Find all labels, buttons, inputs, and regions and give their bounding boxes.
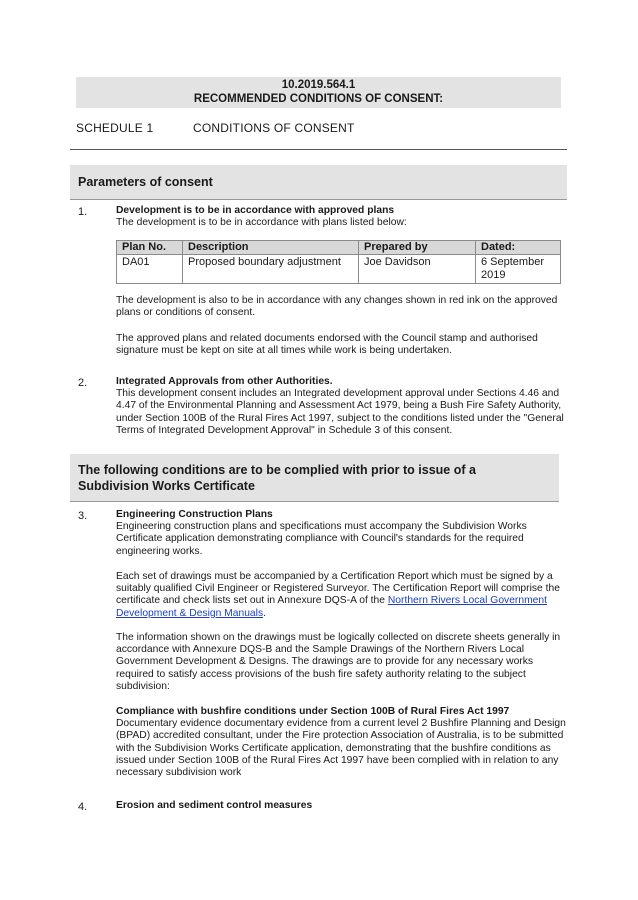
condition-2 <box>116 376 566 437</box>
design-manuals-link[interactable]: Northern Rivers Local Government Development & Design Manuals <box>116 595 547 619</box>
condition-3-paragraph <box>116 632 566 693</box>
condition-number: 4. <box>78 801 88 813</box>
condition-1 <box>116 205 566 229</box>
condition-4 <box>116 800 566 812</box>
paragraph: The approved plans and related documents endorsed with the Council stamp and authorised signature must be kept on site at all times while work is being undertaken. <box>116 333 538 357</box>
condition-3-paragraph <box>116 571 566 620</box>
condition-number: 3. <box>78 510 88 522</box>
schedule-label: SCHEDULE 1 <box>76 121 154 135</box>
condition-number: 2. <box>78 377 88 389</box>
section-title-line: Subdivision Works Certificate <box>78 479 255 493</box>
section-heading-subdivision <box>70 454 559 502</box>
paragraph: Documentary evidence documentary evidence from a current level 2 Bushfire Planning and Design (BPAD) accredited consultant, under the Fire protection Association of Australia, is to be submitted with the Subdivision Works Certificate application, demonstrating that the bushfire conditions as issued under Section 100B of the Rural Fires Act 1997 have been complied with in relation to any necessary subdivision work <box>116 718 566 779</box>
column-header: Description <box>183 241 359 255</box>
sub-heading: Compliance with bushfire conditions under Section 100B of Rural Fires Act 1997 <box>116 706 510 717</box>
table-cell: Joe Davidson <box>359 255 476 284</box>
column-header: Prepared by <box>359 241 476 255</box>
condition-intro: The development is to be in accordance with plans listed below: <box>116 217 407 229</box>
condition-3-bushfire <box>116 706 566 779</box>
section-title: Parameters of consent <box>78 175 213 189</box>
approved-plans-table <box>116 240 561 284</box>
schedule-heading <box>76 121 355 135</box>
paragraph <box>116 571 566 620</box>
column-header: Dated: <box>476 241 561 255</box>
application-reference: 10.2019.564.1 <box>281 79 356 91</box>
column-header: Plan No. <box>117 241 183 255</box>
paragraph: This development consent includes an Integrated development approval under Sections 4.46 and 4.47 of the Environmental Planning and Assessment Act 1979, being a Bush Fire Safety Authority, under Section 100B of the Rural Fires Act 1997, subject to the conditions listed under the "General Terms of Integrated Development Approval" in Schedule 3 of this consent. <box>116 388 564 436</box>
table-row <box>117 255 561 284</box>
table-header-row <box>117 241 561 255</box>
paragraph: The information shown on the drawings must be logically collected on discrete sheets generally in accordance with Annexure DQS-B and the Sample Drawings of the Northern Rivers Local Government Development & Designs. The drawings are to provide for any necessary works required to satisfy access provisions of the bush fire safety authority relating to the subject subdivision: <box>116 632 561 692</box>
condition-heading: Integrated Approvals from other Authorities. <box>116 376 333 387</box>
table-cell: Proposed boundary adjustment <box>183 255 359 284</box>
document-title: RECOMMENDED CONDITIONS OF CONSENT: <box>193 93 444 105</box>
paragraph: The development is also to be in accordance with any changes shown in red ink on the approved plans or conditions of consent. <box>116 295 558 319</box>
paragraph-text: Each set of drawings must be accompanied by a Certification Report which must be signed by a suitably qualified Civil Engineer or Registered Surveyor. The Certification Report will comprise the certificate and check lists set out in Annexure DQS-A of the <box>116 571 560 607</box>
condition-1-paragraph <box>116 333 566 357</box>
condition-number: 1. <box>78 206 88 218</box>
section-heading-parameters <box>70 165 567 200</box>
table-cell: DA01 <box>117 255 183 284</box>
paragraph: Engineering construction plans and specifications must accompany the Subdivision Works Certificate application demonstrating compliance with Council's standards for the required engineering works. <box>116 521 527 557</box>
condition-heading: Erosion and sediment control measures <box>116 800 313 811</box>
paragraph-text: . <box>263 607 266 619</box>
divider <box>70 149 567 150</box>
condition-1-paragraph <box>116 295 566 319</box>
document-header <box>76 77 561 108</box>
section-title-line: The following conditions are to be complied with prior to issue of a <box>78 463 476 477</box>
table-cell: 6 September 2019 <box>476 255 561 284</box>
condition-heading: Development is to be in accordance with approved plans <box>116 205 395 216</box>
schedule-title: CONDITIONS OF CONSENT <box>193 121 355 135</box>
condition-heading: Engineering Construction Plans <box>116 509 273 520</box>
condition-3 <box>116 509 566 558</box>
